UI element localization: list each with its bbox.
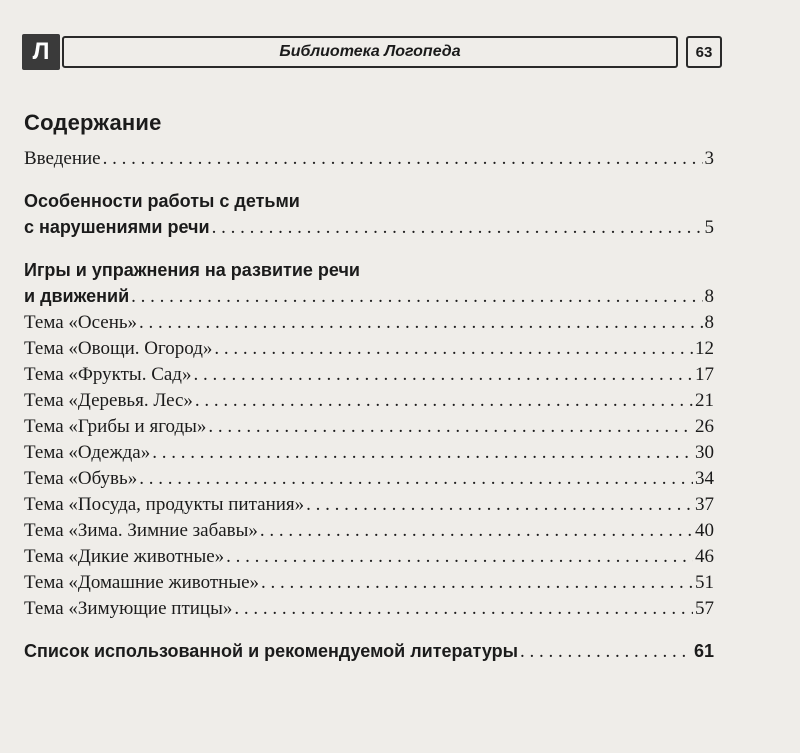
dot-leader [212,215,703,241]
toc-entry-label: Тема «Посуда, продукты питания» [24,494,305,515]
series-logo: Л [22,34,60,70]
toc-entry-topic[interactable] [24,466,714,492]
toc-entry-page: 51 [695,572,714,593]
toc-entry-label: Тема «Зима. Зимние забавы» [24,520,258,541]
table-of-contents [24,146,714,665]
toc-entry-page: 8 [704,286,714,307]
toc-section-line: Особенности работы с детьми [24,191,300,211]
toc-entry-page: 40 [695,520,714,541]
dot-leader [131,284,702,310]
dot-leader [193,362,693,388]
toc-entry-label: Тема «Фрукты. Сад» [24,364,192,385]
dot-leader [214,336,693,362]
toc-entry-page: 17 [695,364,714,385]
page-number: 63 [686,36,722,68]
dot-leader [152,440,693,466]
toc-entry-page: 5 [704,217,714,238]
toc-entry-page: 61 [693,641,714,661]
dot-leader [139,310,702,336]
toc-entry-page: 30 [695,442,714,463]
toc-entry-page: 3 [704,148,714,169]
toc-entry-topic[interactable] [24,362,714,388]
toc-entry-topic[interactable] [24,414,714,440]
toc-entry-label: Введение [24,148,101,169]
toc-entry-page: 34 [695,468,714,489]
toc-entry-topic[interactable] [24,336,714,362]
toc-entry-label: Тема «Обувь» [24,468,138,489]
toc-entry-section2[interactable] [24,283,714,310]
dot-leader [226,544,693,570]
toc-entry-label: Тема «Овощи. Огород» [24,338,213,359]
toc-entry-label: Тема «Грибы и ягоды» [24,416,207,437]
toc-heading: Содержание [24,110,162,135]
dot-leader [234,596,693,622]
page-header [22,34,722,70]
series-title: Библиотека Логопеда [62,36,678,68]
toc-entry-label: с нарушениями речи [24,217,210,237]
toc-entry-topic[interactable] [24,310,714,336]
toc-entry-topic[interactable] [24,544,714,570]
toc-entry-label: Тема «Домашние животные» [24,572,260,593]
toc-entry-label: Тема «Одежда» [24,442,151,463]
toc-entry-page: 57 [695,598,714,619]
toc-entry-topic[interactable] [24,518,714,544]
dot-leader [520,639,692,665]
dot-leader [260,518,693,544]
toc-entry-page: 8 [704,312,714,333]
toc-entry-page: 12 [695,338,714,359]
toc-entry-page: 46 [695,546,714,567]
toc-entry-page: 37 [695,494,714,515]
toc-entry-label: Тема «Деревья. Лес» [24,390,193,411]
toc-entry-label: Список использованной и рекомендуемой литературы [24,641,518,661]
toc-entry-label: и движений [24,286,130,306]
toc-entry-page: 21 [695,390,714,411]
toc-entry-topic[interactable] [24,570,714,596]
toc-entry-label: Тема «Осень» [24,312,138,333]
toc-entry-topic[interactable] [24,596,714,622]
toc-entry-topic[interactable] [24,492,714,518]
dot-leader [103,146,703,172]
dot-leader [261,570,693,596]
toc-entry-topic[interactable] [24,440,714,466]
toc-entry-intro[interactable] [24,146,714,172]
dot-leader [195,388,693,414]
toc-entry-label: Тема «Дикие животные» [24,546,225,567]
toc-entry-page: 26 [695,416,714,437]
dot-leader [208,414,693,440]
toc-entry-references[interactable] [24,638,714,665]
toc-entry-label: Тема «Зимующие птицы» [24,598,233,619]
toc-entry-topic[interactable] [24,388,714,414]
dot-leader [139,466,693,492]
dot-leader [306,492,693,518]
toc-section-line: Игры и упражнения на развитие речи [24,260,360,280]
toc-entry-section1[interactable] [24,214,714,241]
